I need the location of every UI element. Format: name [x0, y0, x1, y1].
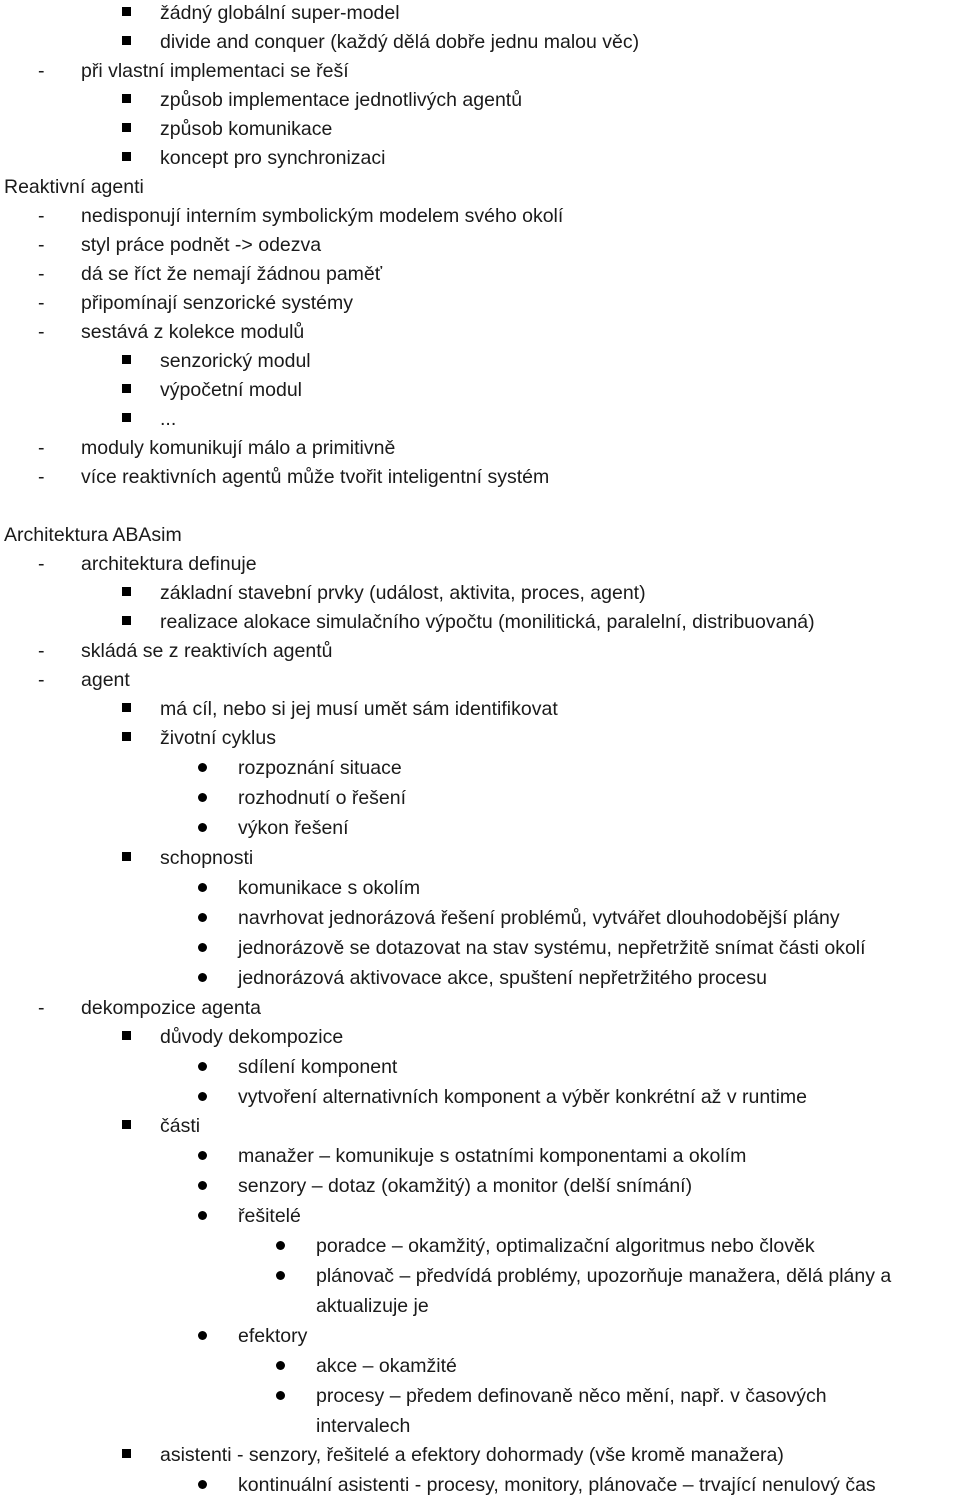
- bullet-marker-icon: [198, 1143, 210, 1169]
- list-item-text: navrhovat jednorázová řešení problémů, vytvářet dlouhodobější plány: [238, 907, 840, 929]
- list-item-text: životní cyklus: [160, 727, 276, 749]
- list-item-text: ...: [160, 408, 177, 430]
- list-item-text: plánovač – předvídá problémy, upozorňuje manažera, dělá plány a: [316, 1265, 892, 1287]
- list-item-text: při vlastní implementaci se řeší: [81, 60, 349, 82]
- outline-line: [0, 875, 960, 901]
- outline-line: [0, 319, 960, 345]
- outline-line: [0, 464, 960, 490]
- list-item-text: připomínají senzorické systémy: [81, 292, 354, 314]
- outline-line: [0, 58, 960, 84]
- outline-line: [0, 0, 960, 26]
- square-marker-icon: [122, 845, 134, 871]
- bullet-marker-icon: [198, 935, 210, 961]
- list-item-text: poradce – okamžitý, optimalizační algoritmus nebo člověk: [316, 1235, 815, 1257]
- bullet-marker-icon: [198, 1054, 210, 1080]
- list-item-text: způsob implementace jednotlivých agentů: [160, 89, 523, 111]
- bullet-marker-icon: [198, 875, 210, 901]
- outline-line: [0, 261, 960, 287]
- outline-line: [0, 116, 960, 142]
- list-item-text: rozpoznání situace: [238, 757, 402, 779]
- list-item-text: výpočetní modul: [160, 379, 302, 401]
- bullet-marker-icon: [276, 1263, 288, 1289]
- square-marker-icon: [122, 377, 134, 403]
- outline-line: [0, 1472, 960, 1498]
- list-item-text: divide and conquer (každý dělá dobře jednu malou věc): [160, 31, 640, 53]
- bullet-marker-icon: [198, 905, 210, 931]
- outline-line: [0, 1054, 960, 1080]
- dash-marker-icon: [38, 667, 50, 693]
- list-item-text: má cíl, nebo si jej musí umět sám identifikovat: [160, 698, 558, 720]
- bullet-marker-icon: [198, 965, 210, 991]
- outline-line: [0, 785, 960, 811]
- list-item-text: procesy – předem definovaně něco mění, např. v časových: [316, 1385, 827, 1407]
- list-item-text: více reaktivních agentů může tvořit inteligentní systém: [81, 466, 550, 488]
- bullet-marker-icon: [276, 1353, 288, 1379]
- outline-line: [0, 965, 960, 991]
- list-item-text: vytvoření alternativních komponent a výběr konkrétní až v runtime: [238, 1086, 808, 1108]
- outline-line: [0, 609, 960, 635]
- list-item-text: architektura definuje: [81, 553, 257, 575]
- list-item-text: akce – okamžité: [316, 1355, 457, 1377]
- list-item-text: senzorický modul: [160, 350, 311, 372]
- dash-marker-icon: [38, 435, 50, 461]
- dash-marker-icon: [38, 551, 50, 577]
- square-marker-icon: [122, 725, 134, 751]
- square-marker-icon: [122, 116, 134, 142]
- square-marker-icon: [122, 580, 134, 606]
- dash-marker-icon: [38, 638, 50, 664]
- section-heading: Architektura ABAsim: [4, 524, 182, 546]
- list-item-text: žádný globální super-model: [160, 2, 400, 24]
- outline-line: [0, 87, 960, 113]
- list-item-text: styl práce podnět -> odezva: [81, 234, 322, 256]
- list-item-text: kontinuální asistenti - procesy, monitory, plánovače – trvající nenulový čas: [238, 1474, 876, 1496]
- square-marker-icon: [122, 609, 134, 635]
- list-item-text: jednorázově se dotazovat na stav systému, nepřetržitě snímat části okolí: [238, 937, 866, 959]
- list-item-text: rozhodnutí o řešení: [238, 787, 407, 809]
- list-item-text: asistenti - senzory, řešitelé a efektory dohormady (vše kromě manažera): [160, 1444, 784, 1466]
- outline-line: [0, 580, 960, 606]
- outline-line: [0, 1383, 960, 1409]
- square-marker-icon: [122, 348, 134, 374]
- list-item-text: sestává z kolekce modulů: [81, 321, 305, 343]
- dash-marker-icon: [38, 319, 50, 345]
- square-marker-icon: [122, 406, 134, 432]
- list-item-text: realizace alokace simulačního výpočtu (monilitická, paralelní, distribuovaná): [160, 611, 815, 633]
- dash-marker-icon: [38, 203, 50, 229]
- outline-line: [0, 1203, 960, 1229]
- bullet-marker-icon: [276, 1383, 288, 1409]
- list-item-text: sdílení komponent: [238, 1056, 398, 1078]
- outline-line: [0, 145, 960, 171]
- list-item-text: manažer – komunikuje s ostatními komponentami a okolím: [238, 1145, 747, 1167]
- list-item-text: moduly komunikují málo a primitivně: [81, 437, 396, 459]
- outline-line: [0, 1233, 960, 1259]
- list-item-text: intervalech: [316, 1415, 411, 1437]
- dash-marker-icon: [38, 261, 50, 287]
- outline-line: [0, 203, 960, 229]
- section-heading: Reaktivní agenti: [4, 176, 144, 198]
- dash-marker-icon: [38, 232, 50, 258]
- outline-line: [0, 935, 960, 961]
- outline-line: [0, 845, 960, 871]
- outline-line: [0, 696, 960, 722]
- dash-marker-icon: [38, 995, 50, 1021]
- outline-line: [0, 1293, 960, 1319]
- list-item-text: dekompozice agenta: [81, 997, 261, 1019]
- dash-marker-icon: [38, 464, 50, 490]
- outline-line: [0, 551, 960, 577]
- bullet-marker-icon: [198, 785, 210, 811]
- dash-marker-icon: [38, 290, 50, 316]
- outline-line: [0, 638, 960, 664]
- outline-line: [0, 522, 960, 548]
- outline-line: [0, 1442, 960, 1468]
- list-item-text: aktualizuje je: [316, 1295, 429, 1317]
- list-item-text: komunikace s okolím: [238, 877, 421, 899]
- outline-line: [0, 725, 960, 751]
- list-item-text: řešitelé: [238, 1205, 301, 1227]
- square-marker-icon: [122, 145, 134, 171]
- dash-marker-icon: [38, 58, 50, 84]
- square-marker-icon: [122, 1113, 134, 1139]
- square-marker-icon: [122, 696, 134, 722]
- square-marker-icon: [122, 1442, 134, 1468]
- outline-line: [0, 435, 960, 461]
- bullet-marker-icon: [198, 1472, 210, 1498]
- outline-line: [0, 1024, 960, 1050]
- list-item-text: efektory: [238, 1325, 308, 1347]
- bullet-marker-icon: [198, 1173, 210, 1199]
- list-item-text: výkon řešení: [238, 817, 349, 839]
- list-item-text: dá se říct že nemají žádnou paměť: [81, 263, 383, 285]
- bullet-marker-icon: [198, 1084, 210, 1110]
- outline-line: [0, 667, 960, 693]
- outline-line: [0, 1143, 960, 1169]
- bullet-marker-icon: [198, 755, 210, 781]
- outline-line: [0, 1113, 960, 1139]
- list-item-text: jednorázová aktivovace akce, spuštení nepřetržitého procesu: [238, 967, 767, 989]
- outline-line: [0, 232, 960, 258]
- list-item-text: koncept pro synchronizaci: [160, 147, 386, 169]
- bullet-marker-icon: [198, 815, 210, 841]
- list-item-text: senzory – dotaz (okamžitý) a monitor (delší snímání): [238, 1175, 693, 1197]
- outline-line: [0, 905, 960, 931]
- list-item-text: důvody dekompozice: [160, 1026, 344, 1048]
- list-item-text: nedisponují interním symbolickým modelem svého okolí: [81, 205, 564, 227]
- outline-line: [0, 1413, 960, 1439]
- outline-line: [0, 995, 960, 1021]
- list-item-text: agent: [81, 669, 130, 691]
- square-marker-icon: [122, 1024, 134, 1050]
- bullet-marker-icon: [198, 1203, 210, 1229]
- bullet-marker-icon: [198, 1323, 210, 1349]
- outline-line: [0, 377, 960, 403]
- outline-line: [0, 406, 960, 432]
- list-item-text: skládá se z reaktivích agentů: [81, 640, 333, 662]
- square-marker-icon: [122, 29, 134, 55]
- list-item-text: základní stavební prvky (událost, aktivita, proces, agent): [160, 582, 646, 604]
- list-item-text: části: [160, 1115, 201, 1137]
- square-marker-icon: [122, 0, 134, 26]
- square-marker-icon: [122, 87, 134, 113]
- outline-line: [0, 1173, 960, 1199]
- outline-line: [0, 1263, 960, 1289]
- outline-line: [0, 1084, 960, 1110]
- list-item-text: schopnosti: [160, 847, 254, 869]
- list-item-text: způsob komunikace: [160, 118, 333, 140]
- outline-line: [0, 755, 960, 781]
- bullet-marker-icon: [276, 1233, 288, 1259]
- outline-line: [0, 1323, 960, 1349]
- outline-line: [0, 174, 960, 200]
- outline-line: [0, 1353, 960, 1379]
- outline-line: [0, 815, 960, 841]
- outline-line: [0, 29, 960, 55]
- outline-line: [0, 348, 960, 374]
- outline-line: [0, 290, 960, 316]
